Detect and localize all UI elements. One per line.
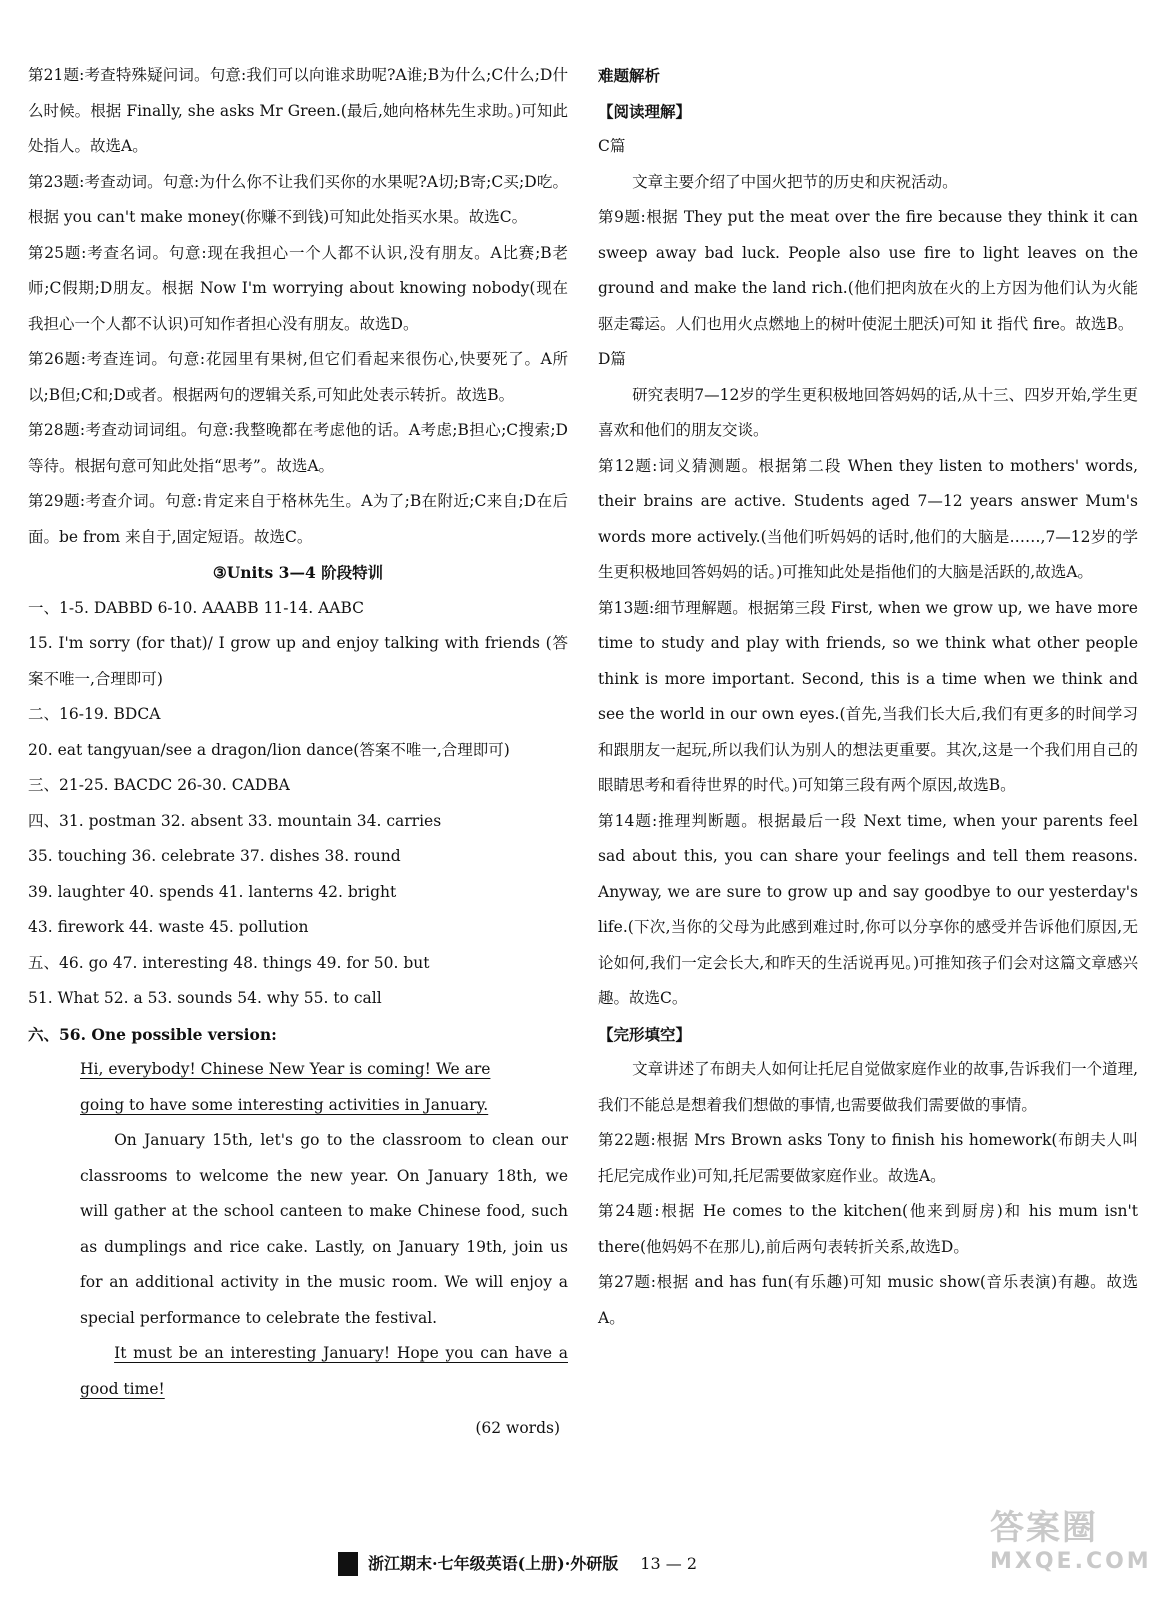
left-paragraph: 15. I'm sorry (for that)/ I grow up and enjoy talking with friends (答案不唯一,合理即可) bbox=[28, 634, 568, 688]
right-paragraph: D篇 bbox=[598, 350, 626, 368]
watermark-logo: 答案圈 bbox=[990, 1508, 1098, 1548]
left-paragraph: 一、1-5. DABBD 6-10. AAABB 11-14. AABC bbox=[28, 598, 364, 617]
left-paragraph: 三、21-25. BACDC 26-30. CADBA bbox=[28, 776, 290, 794]
page-number: 13 — 2 bbox=[640, 1554, 698, 1573]
right-paragraph: 第13题:细节理解题。根据第三段 First, when we grow up, we have more time to study and play with friends, so we think what other people think is more important. Second, this is a time when we think and see the world in our own eyes.(首先,当我们长大后,我们有更多的时间学习和跟朋友一起玩,所以我们认为别人的想法更重要。其次,这是一个我们用自己的眼睛思考和看待世界的时代。)可知第三段有两个原因,故选B。 bbox=[598, 598, 1138, 794]
watermark bbox=[990, 1508, 1152, 1580]
right-paragraph: C篇 bbox=[598, 137, 626, 155]
left-paragraph: 第25题:考查名词。句意:现在我担心一个人都不认识,没有朋友。A比赛;B老师;C假期;D朋友。根据 Now I'm worrying about knowing nobody(现在我担心一个人都不认识)可知作者担心没有朋友。故选D。 bbox=[28, 243, 568, 333]
left-paragraph: 20. eat tangyuan/see a dragon/lion dance(答案不唯一,合理即可) bbox=[28, 740, 510, 759]
footer-title: 浙江期末·七年级英语(上册)·外研版 bbox=[368, 1554, 619, 1573]
left-paragraph: 第21题:考查特殊疑问词。句意:我们可以向谁求助呢?A谁;B为什么;C什么;D什么时候。根据 Finally, she asks Mr Green.(最后,她向格林先生求助。)可知此处指人。故选A。 bbox=[28, 66, 568, 155]
left-paragraph: 第28题:考查动词词组。句意:我整晚都在考虑他的话。A考虑;B担心;C搜索;D等待。根据句意可知此处指“思考”。故选A。 bbox=[28, 421, 568, 475]
left-paragraph: (62 words) bbox=[475, 1419, 560, 1437]
right-paragraph: 文章主要介绍了中国火把节的历史和庆祝活动。 bbox=[632, 172, 958, 191]
left-paragraph: 第26题:考查连词。句意:花园里有果树,但它们看起来很伤心,快要死了。A所以;B但;C和;D或者。根据两句的逻辑关系,可知此处表示转折。故选B。 bbox=[28, 350, 568, 404]
book-logo-icon bbox=[338, 1552, 358, 1576]
left-paragraph: 第23题:考查动词。句意:为什么你不让我们买你的水果呢?A切;B寄;C买;D吃。根据 you can't make money(你赚不到钱)可知此处指买水果。故选C。 bbox=[28, 172, 568, 226]
right-paragraph: 【完形填空】 bbox=[598, 1024, 692, 1044]
page-footer bbox=[338, 1549, 838, 1579]
left-paragraph: going to have some interesting activities in January. bbox=[80, 1095, 489, 1114]
right-paragraph: 第14题:推理判断题。根据最后一段 Next time, when your parents feel sad about this, you can share your feelings and tell them reasons. Anyway, we are sure to grow up and say goodbye to our yesterday's life.(下次,当你的父母为此感到难过时,你可以分享你的感受并告诉他们原因,无论如何,我们一定会长大,和昨天的生活说再见。)可推知孩子们会对这篇文章感兴趣。故选C。 bbox=[598, 811, 1138, 1007]
left-paragraph: On January 15th, let's go to the classroom to clean our classrooms to welcome the new year. On January 18th, we will gather at the school canteen to make Chinese food, such as dumplings and rice cake. Lastly, on January 19th, join us for an additional activity in the music room. We will enjoy a special performance to celebrate the festival. bbox=[80, 1131, 568, 1327]
left-paragraph: ③Units 3—4 阶段特训 bbox=[212, 563, 384, 582]
right-paragraph: 第9题:根据 They put the meat over the fire because they think it can sweep away bad luck. People also use fire to light leaves on the ground and make the land rich.(他们把肉放在火的上方因为他们认为火能驱走霉运。人们也用火点燃地上的树叶使泥土肥沃)可知 it 指代 fire。故选B。 bbox=[598, 208, 1138, 333]
left-paragraph: 43. firework 44. waste 45. pollution bbox=[28, 918, 309, 936]
left-paragraph: 51. What 52. a 53. sounds 54. why 55. to call bbox=[28, 989, 382, 1007]
right-paragraph: 第24题:根据 He comes to the kitchen(他来到厨房)和 his mum isn't there(他妈妈不在那儿),前后两句表转折关系,故选D。 bbox=[598, 1202, 1138, 1256]
right-paragraph: 难题解析 bbox=[598, 66, 661, 85]
left-paragraph: 六、56. One possible version: bbox=[28, 1024, 277, 1044]
left-paragraph: Hi, everybody! Chinese New Year is coming! We are bbox=[80, 1060, 491, 1078]
right-paragraph: 第27题:根据 and has fun(有乐趣)可知 music show(音乐表演)有趣。故选A。 bbox=[598, 1273, 1138, 1327]
watermark-url: MXQE.COM bbox=[990, 1549, 1152, 1574]
right-paragraph: 第12题:词义猜测题。根据第二段 When they listen to mothers' words, their brains are active. Students aged 7—12 years answer Mum's words more actively.(当他们听妈妈的话时,他们的大脑是……,7—12岁的学生更积极地回答妈妈的话。)可推知此处是指他们的大脑是活跃的,故选A。 bbox=[598, 456, 1138, 581]
right-paragraph: 文章讲述了布朗夫人如何让托尼自觉做家庭作业的故事,告诉我们一个道理,我们不能总是想着我们想做的事情,也需要做我们需要做的事情。 bbox=[598, 1060, 1138, 1114]
left-paragraph: 35. touching 36. celebrate 37. dishes 38. round bbox=[28, 847, 401, 865]
right-paragraph: 第22题:根据 Mrs Brown asks Tony to finish his homework(布朗夫人叫托尼完成作业)可知,托尼需要做家庭作业。故选A。 bbox=[598, 1131, 1138, 1185]
left-paragraph: It must be an interesting January! Hope you can have a good time! bbox=[80, 1344, 568, 1398]
left-paragraph: 二、16-19. BDCA bbox=[28, 705, 161, 723]
right-column bbox=[598, 58, 1138, 1336]
left-paragraph: 39. laughter 40. spends 41. lanterns 42. bright bbox=[28, 882, 397, 901]
left-column bbox=[28, 58, 568, 1447]
right-paragraph: 【阅读理解】 bbox=[598, 101, 692, 121]
right-paragraph: 研究表明7—12岁的学生更积极地回答妈妈的话,从十三、四岁开始,学生更喜欢和他们的朋友交谈。 bbox=[598, 385, 1138, 439]
left-paragraph: 第29题:考查介词。句意:肯定来自于格林先生。A为了;B在附近;C来自;D在后面。be from 来自于,固定短语。故选C。 bbox=[28, 492, 568, 546]
left-paragraph: 五、46. go 47. interesting 48. things 49. for 50. but bbox=[28, 953, 430, 972]
left-paragraph: 四、31. postman 32. absent 33. mountain 34. carries bbox=[28, 811, 442, 830]
